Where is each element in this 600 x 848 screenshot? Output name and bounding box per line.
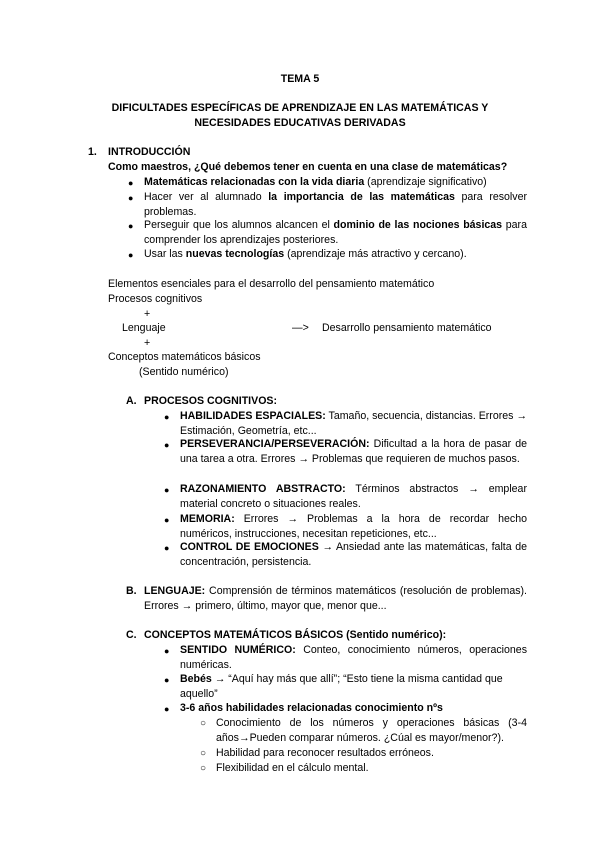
section-b-text: LENGUAJE: Comprensión de términos matemáticos (resolución de problemas). Errores → primero, último, mayor que, menor que... [144,585,527,612]
conceptos-item-bebes: Bebés → “Aquí hay más que allí”; “Esto tiene la misma cantidad que aquello” [180,673,503,700]
document-title-line2: NECESIDADES EDUCATIVAS DERIVADAS [194,117,406,129]
bullet-icon: ● [128,193,134,203]
tema-title: TEMA 5 [280,73,320,85]
procesos-item-habilidades: HABILIDADES ESPACIALES: Tamaño, secuencia, distancias. Errores → Estimación, Geometría, etc... [180,410,527,437]
conceptos-item-3-6: 3-6 años habilidades relacionadas conocimiento nºs [180,702,443,714]
section-a-title: PROCESOS COGNITIVOS: [144,395,278,407]
bullet-icon: ● [128,221,134,231]
section-b-label: B. [126,585,137,597]
procesos-item-razonamiento: RAZONAMIENTO ABSTRACTO: Términos abstractos → emplear material concreto o situaciones reales. [180,483,527,510]
procesos-item-memoria: MEMORIA: Errores → Problemas a la hora de recordar hecho numéricos, instrucciones, necesitan repeticiones, etc... [180,513,527,540]
diagram-arrow: —> [292,322,309,334]
intro-bullet-2: Hacer ver al alumnado la importancia de las matemáticas para resolver problemas. [144,191,527,218]
diagram-plus-2: + [144,337,151,349]
conceptos-subitem-2: Habilidad para reconocer resultados erróneos. [216,747,434,759]
bullet-icon: ● [164,543,170,553]
diagram-conceptos: Conceptos matemáticos básicos [108,351,261,363]
section-c-title: CONCEPTOS MATEMÁTICOS BÁSICOS (Sentido numérico): [144,629,447,641]
intro-bullet-4: Usar las nuevas tecnologías (aprendizaje más atractivo y cercano). [144,248,467,260]
sub-bullet-icon: ○ [200,763,207,774]
intro-bullet-1: Matemáticas relacionadas con la vida diaria (aprendizaje significativo) [144,176,487,188]
diagram-resultado: Desarrollo pensamiento matemático [322,322,492,334]
diagram-heading: Elementos esenciales para el desarrollo del pensamiento matemático [108,278,435,290]
section-c-label: C. [126,629,137,641]
sub-bullet-icon: ○ [200,748,207,759]
bullet-icon: ● [164,440,170,450]
bullet-icon: ● [164,412,170,422]
bullet-icon: ● [164,646,170,656]
bullet-icon: ● [128,250,134,260]
procesos-item-emociones: CONTROL DE EMOCIONES → Ansiedad ante las matemáticas, falta de concentración, persistencia. [180,541,527,568]
section-1-number: 1. [88,146,97,158]
sub-bullet-icon: ○ [200,718,207,729]
bullet-icon: ● [164,485,170,495]
conceptos-item-sentido: SENTIDO NUMÉRICO: Conteo, conocimiento números, operaciones numéricas. [180,644,527,671]
bullet-icon: ● [164,675,170,685]
bullet-icon: ● [164,515,170,525]
section-1-title: INTRODUCCIÓN [108,146,191,158]
bullet-icon: ● [128,178,134,188]
intro-bullet-3: Perseguir que los alumnos alcancen el dominio de las nociones básicas para comprender los aprendizajes posteriores. [144,219,527,246]
diagram-plus-1: + [144,308,151,320]
section-1-question: Como maestros, ¿Qué debemos tener en cuenta en una clase de matemáticas? [108,161,508,173]
bullet-icon: ● [164,704,170,714]
document-title-line1: DIFICULTADES ESPECÍFICAS DE APRENDIZAJE EN LAS MATEMÁTICAS Y [111,102,489,114]
conceptos-subitem-1: Conocimiento de los números y operaciones básicas (3-4 años→Pueden comparar números. ¿Cúal es mayor/menor?). [216,717,527,744]
diagram-sentido: (Sentido numérico) [139,366,229,378]
conceptos-subitem-3: Flexibilidad en el cálculo mental. [216,762,369,774]
section-a-label: A. [126,395,137,407]
diagram-lenguaje: Lenguaje [122,322,166,334]
diagram-procesos: Procesos cognitivos [108,293,203,305]
procesos-item-perseverancia: PERSEVERANCIA/PERSEVERACIÓN: Dificultad a la hora de pasar de una tarea a otra. Errores → Problemas que requieren de muchos pasos. [180,438,527,465]
